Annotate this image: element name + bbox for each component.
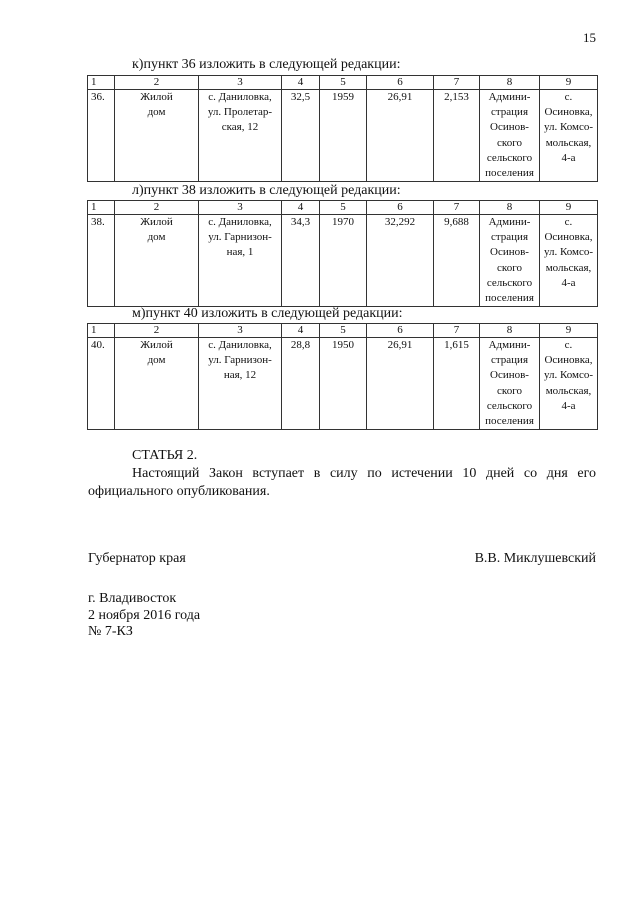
column-number: 3 <box>199 76 282 90</box>
column-number: 9 <box>540 76 598 90</box>
row-number: 40. <box>88 338 115 430</box>
column-number: 5 <box>320 324 367 338</box>
column-number: 4 <box>282 201 320 215</box>
row-number: 38. <box>88 215 115 307</box>
object-type: Жилой дом <box>115 90 199 182</box>
column-number-row <box>88 76 598 90</box>
column-number: 7 <box>434 201 480 215</box>
column-number: 4 <box>282 324 320 338</box>
table-row <box>88 90 598 182</box>
amendment-heading: л)пункт 38 изложить в следующей редакции: <box>132 183 401 198</box>
article-title: СТАТЬЯ 2. <box>132 448 198 463</box>
column-number: 2 <box>115 201 199 215</box>
row-number: 36. <box>88 90 115 182</box>
column-number: 6 <box>367 76 434 90</box>
value-col7: 9,688 <box>434 215 480 307</box>
owner-location: с. Осиновка, ул. Комсо- мольская, 4-а <box>540 338 598 430</box>
column-number: 5 <box>320 201 367 215</box>
column-number: 8 <box>480 201 540 215</box>
owner-location: с. Осиновка, ул. Комсо- мольская, 4-а <box>540 215 598 307</box>
amendment-table <box>87 75 598 182</box>
document-footer <box>88 591 200 641</box>
column-number: 9 <box>540 201 598 215</box>
object-address: с. Даниловка, ул. Пролетар- ская, 12 <box>199 90 282 182</box>
area-value: 32,5 <box>282 90 320 182</box>
column-number-row <box>88 324 598 338</box>
column-number: 1 <box>88 201 115 215</box>
owner-location: с. Осиновка, ул. Комсо- мольская, 4-а <box>540 90 598 182</box>
value-col6: 32,292 <box>367 215 434 307</box>
area-value: 34,3 <box>282 215 320 307</box>
signatory-name: В.В. Миклушевский <box>474 551 596 566</box>
object-type: Жилой дом <box>115 338 199 430</box>
column-number: 3 <box>199 201 282 215</box>
column-number: 1 <box>88 324 115 338</box>
city: г. Владивосток <box>88 591 177 606</box>
year-value: 1959 <box>320 90 367 182</box>
signatory-position: Губернатор края <box>88 551 186 566</box>
value-col6: 26,91 <box>367 90 434 182</box>
object-address: с. Даниловка, ул. Гарнизон- ная, 12 <box>199 338 282 430</box>
column-number: 4 <box>282 76 320 90</box>
column-number: 1 <box>88 76 115 90</box>
column-number: 8 <box>480 76 540 90</box>
amendment-table <box>87 323 598 430</box>
page-number: 15 <box>583 30 596 45</box>
column-number-row <box>88 201 598 215</box>
value-col7: 2,153 <box>434 90 480 182</box>
column-number: 7 <box>434 76 480 90</box>
owner-cell: Админи- страция Осинов- ского сельского поселения <box>480 90 540 182</box>
year-value: 1970 <box>320 215 367 307</box>
column-number: 2 <box>115 76 199 90</box>
table-row <box>88 215 598 307</box>
column-number: 6 <box>367 201 434 215</box>
value-col7: 1,615 <box>434 338 480 430</box>
law-number: № 7-КЗ <box>88 624 133 639</box>
column-number: 3 <box>199 324 282 338</box>
year-value: 1950 <box>320 338 367 430</box>
area-value: 28,8 <box>282 338 320 430</box>
date: 2 ноября 2016 года <box>88 607 201 623</box>
object-type: Жилой дом <box>115 215 199 307</box>
column-number: 8 <box>480 324 540 338</box>
owner-cell: Админи- страция Осинов- ского сельского поселения <box>480 215 540 307</box>
amendment-heading: к)пункт 36 изложить в следующей редакции: <box>132 57 401 72</box>
article-text: Настоящий Закон вступает в силу по истечении 10 дней со дня его официального опубликования. <box>88 466 596 499</box>
column-number: 9 <box>540 324 598 338</box>
object-address: с. Даниловка, ул. Гарнизон- ная, 1 <box>199 215 282 307</box>
amendment-heading: м)пункт 40 изложить в следующей редакции: <box>132 306 403 321</box>
owner-cell: Админи- страция Осинов- ского сельского поселения <box>480 338 540 430</box>
column-number: 5 <box>320 76 367 90</box>
table-row <box>88 338 598 430</box>
column-number: 2 <box>115 324 199 338</box>
column-number: 6 <box>367 324 434 338</box>
value-col6: 26,91 <box>367 338 434 430</box>
column-number: 7 <box>434 324 480 338</box>
amendment-table <box>87 200 598 307</box>
